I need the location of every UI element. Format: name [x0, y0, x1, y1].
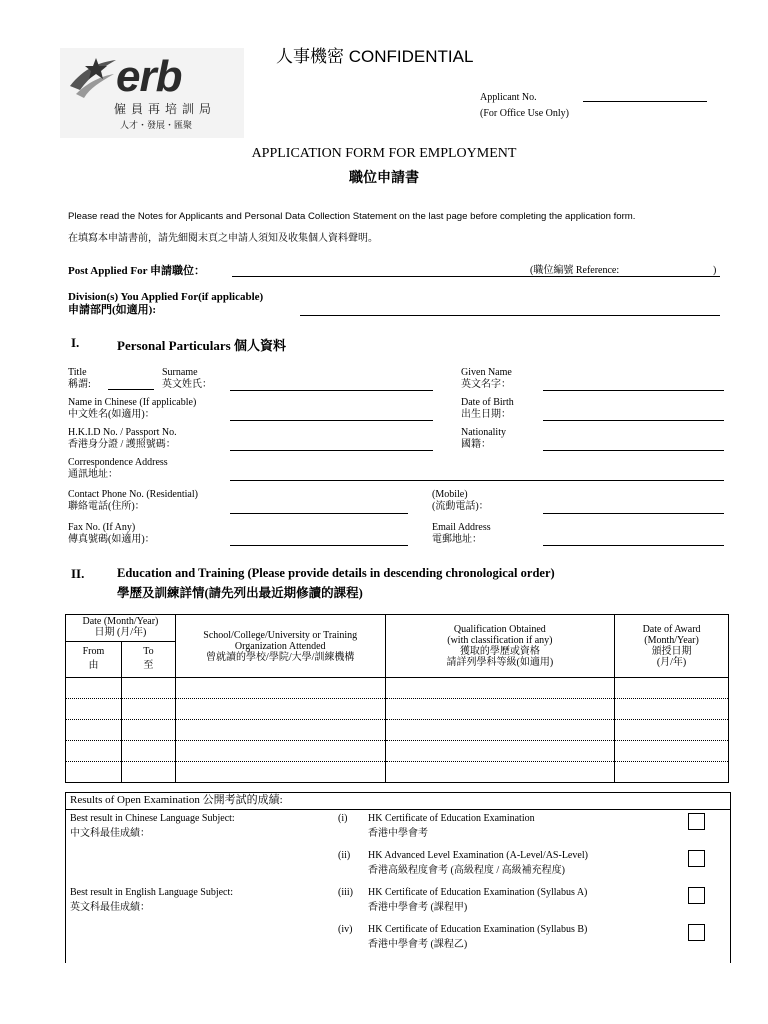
school-cell[interactable] [175, 762, 385, 783]
chinese-name-field[interactable] [230, 420, 433, 421]
chinese-best-label-en: Best result in Chinese Language Subject: [70, 813, 235, 824]
phone-label-en: Contact Phone No. (Residential) [68, 489, 198, 500]
exam-checkbox[interactable] [688, 887, 705, 904]
table-row [66, 741, 729, 762]
qualification-cell[interactable] [385, 699, 615, 720]
school-header: School/College/University or Training Organization Attended 曾就讀的學校/學院/大學/訓練機構 [175, 615, 385, 678]
exam-item-zh: 香港高級程度會考 (高級程度 / 高級補充程度) [368, 865, 565, 876]
qualification-cell[interactable] [385, 741, 615, 762]
to-cell[interactable] [121, 741, 175, 762]
from-cell[interactable] [66, 699, 122, 720]
surname-field[interactable] [230, 390, 433, 391]
award-date-cell[interactable] [615, 678, 729, 699]
dob-field[interactable] [543, 420, 724, 421]
hkid-field[interactable] [230, 450, 433, 451]
hkid-label-en: H.K.I.D No. / Passport No. [68, 427, 177, 438]
english-best-label-en: Best result in English Language Subject: [70, 887, 234, 898]
exam-item-en: HK Certificate of Education Examination [368, 813, 535, 824]
notice-zh: 在填寫本申請書前，請先細閱末頁之申請人須知及收集個人資料聲明。 [68, 233, 378, 244]
qualification-cell[interactable] [385, 678, 615, 699]
phone-field[interactable] [230, 513, 408, 514]
email-field[interactable] [543, 545, 724, 546]
email-label-zh: 電郵地址： [432, 534, 482, 545]
notice-en: Please read the Notes for Applicants and Personal Data Collection Statement on the last page before completing the application form. [68, 211, 636, 222]
from-cell[interactable] [66, 762, 122, 783]
office-use-label: (For Office Use Only) [480, 108, 569, 119]
section1-title: Personal Particulars 個人資料 [117, 338, 286, 353]
exam-item-number: (ii) [338, 850, 351, 861]
exam-item-zh: 香港中學會考 (課程甲) [368, 902, 468, 913]
chinese-best-label-zh: 中文科最佳成績： [70, 828, 150, 839]
exam-item-zh: 香港中學會考 (課程乙) [368, 939, 468, 950]
exam-item-en: HK Certificate of Education Examination (Syllabus B) [368, 924, 588, 935]
phone-label-zh: 聯絡電話(住所)： [68, 501, 145, 512]
email-label-en: Email Address [432, 522, 491, 533]
exam-results-box [65, 792, 731, 963]
table-row [66, 720, 729, 741]
to-header: To 至 [121, 642, 175, 678]
applicant-no-field[interactable] [583, 101, 707, 102]
mobile-label-en: (Mobile) [432, 489, 468, 500]
form-title-en: APPLICATION FORM FOR EMPLOYMENT [251, 146, 517, 161]
section2-title-zh: 學歷及訓練詳情(請先列出最近期修讀的課程) [117, 586, 363, 600]
surname-label-en: Surname [162, 367, 198, 378]
award-date-header: Date of Award (Month/Year) 頒授日期 (月/年) [615, 615, 729, 678]
exam-item-zh: 香港中學會考 [368, 828, 428, 839]
hkid-label-zh: 香港身分證 / 護照號碼： [68, 439, 176, 450]
from-header: From 由 [66, 642, 122, 678]
fax-field[interactable] [230, 545, 408, 546]
address-label-en: Correspondence Address [68, 457, 168, 468]
given-name-label-zh: 英文名字： [461, 379, 511, 390]
division-label-en: Division(s) You Applied For(if applicable) [68, 291, 264, 303]
exam-item-number: (iii) [338, 887, 353, 898]
section1-number: I. [71, 335, 80, 350]
fax-label-zh: 傳真號碼(如適用)： [68, 534, 155, 545]
exam-item-number: (iv) [338, 924, 353, 935]
school-cell[interactable] [175, 720, 385, 741]
erb-logo [60, 48, 244, 138]
division-label-zh: 申請部門(如適用): [68, 304, 156, 316]
exam-results-header: Results of Open Examination 公開考試的成績: [66, 793, 730, 810]
confidential-heading: 人事機密 CONFIDENTIAL [276, 47, 474, 66]
from-cell[interactable] [66, 741, 122, 762]
address-field[interactable] [230, 480, 724, 481]
school-cell[interactable] [175, 699, 385, 720]
from-cell[interactable] [66, 678, 122, 699]
date-header: Date (Month/Year) 日期 (月/年) [66, 615, 176, 642]
mobile-field[interactable] [543, 513, 724, 514]
fax-label-en: Fax No. (If Any) [68, 522, 136, 533]
exam-item-number: (i) [338, 813, 348, 824]
school-cell[interactable] [175, 741, 385, 762]
table-row [66, 699, 729, 720]
star-swoosh-icon [66, 56, 118, 100]
surname-label-zh: 英文姓氏： [162, 379, 212, 390]
to-cell[interactable] [121, 762, 175, 783]
award-date-cell[interactable] [615, 762, 729, 783]
chinese-name-label-en: Name in Chinese (If applicable) [68, 397, 197, 408]
given-name-field[interactable] [543, 390, 724, 391]
logo-wordmark: erb [116, 52, 182, 101]
qualification-cell[interactable] [385, 762, 615, 783]
reference-close: ) [713, 265, 717, 276]
school-cell[interactable] [175, 678, 385, 699]
to-cell[interactable] [121, 720, 175, 741]
award-date-cell[interactable] [615, 699, 729, 720]
exam-checkbox[interactable] [688, 850, 705, 867]
logo-slogan: 人才・發展・匯聚 [120, 121, 193, 131]
mobile-label-zh: (流動電話)： [432, 501, 489, 512]
post-applied-label: Post Applied For 申請職位： [68, 265, 206, 277]
reference-label: (職位編號 Reference: [530, 265, 620, 276]
table-row [66, 678, 729, 699]
qualification-header: Qualification Obtained (with classification if any) 獲取的學歷或資格 請詳列學科等級(如適用) [385, 615, 615, 678]
nationality-label-en: Nationality [461, 427, 506, 438]
chinese-name-label-zh: 中文姓名(如適用)： [68, 409, 155, 420]
applicant-no-label: Applicant No. [480, 92, 537, 103]
exam-item-en: HK Advanced Level Examination (A-Level/AS-Level) [368, 850, 588, 861]
nationality-label-zh: 國籍： [461, 439, 491, 450]
to-cell[interactable] [121, 678, 175, 699]
nationality-field[interactable] [543, 450, 724, 451]
to-cell[interactable] [121, 699, 175, 720]
exam-item-en: HK Certificate of Education Examination (Syllabus A) [368, 887, 588, 898]
title-label-en: Title [68, 367, 87, 378]
from-cell[interactable] [66, 720, 122, 741]
exam-checkbox[interactable] [688, 813, 705, 830]
section2-title-en: Education and Training (Please provide details in descending chronological order) [117, 566, 555, 580]
address-label-zh: 通訊地址： [68, 469, 118, 480]
dob-label-zh: 出生日期： [461, 409, 511, 420]
logo-org-name: 僱員再培訓局 [114, 102, 217, 116]
english-best-label-zh: 英文科最佳成績： [70, 902, 150, 913]
award-date-cell[interactable] [615, 741, 729, 762]
exam-checkbox[interactable] [688, 924, 705, 941]
post-applied-field[interactable] [232, 276, 720, 277]
award-date-cell[interactable] [615, 720, 729, 741]
qualification-cell[interactable] [385, 720, 615, 741]
education-table [65, 614, 729, 783]
title-field[interactable] [108, 389, 154, 390]
section2-number: II. [71, 566, 85, 581]
table-row [66, 762, 729, 783]
form-title-zh: 職位申請書 [349, 170, 419, 186]
dob-label-en: Date of Birth [461, 397, 514, 408]
division-field[interactable] [300, 315, 720, 316]
given-name-label-en: Given Name [461, 367, 512, 378]
title-label-zh: 稱謂: [68, 379, 91, 390]
